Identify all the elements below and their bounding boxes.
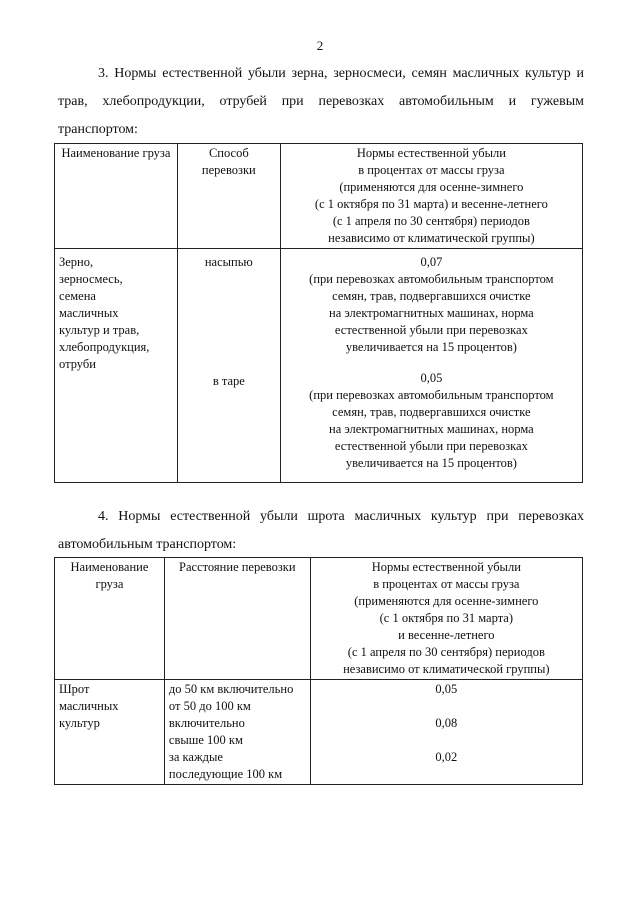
norm-value-50-to-100: 0,08 [435, 716, 458, 730]
table-row [55, 249, 583, 483]
norm-value-per-100: 0,02 [435, 750, 458, 764]
header-loss-norms: Нормы естественной убыли в процентах от массы груза (применяются для осенне-зимнего (с 1 октября по 31 марта) и весенне-летнего (с 1 апреля по 30 сентября) периодов независимо от климатической группы) [310, 558, 582, 680]
header-distance: Расстояние перевозки [164, 558, 310, 680]
table-row [55, 680, 583, 785]
norm-bulk: 0,07 (при перевозках автомобильным транспортом семян, трав, подвергавшихся очистке на электромагнитных машинах, норма естественной убыли при перевозках увеличивается на 15 процентов) [309, 255, 554, 354]
norm-values-cell [310, 680, 582, 785]
norm-packed: 0,05 (при перевозках автомобильным транспортом семян, трав, подвергавшихся очистке на электромагнитных машинах, норма естественной убыли при перевозках увеличивается на 15 процентов) [309, 371, 554, 470]
section-3-table [54, 143, 583, 483]
cargo-name-cell: Зерно, зерносмесь, семена масличных культур и трав, хлебопродукция, отруби [55, 249, 178, 483]
header-cargo-name: Наименование груза [55, 558, 165, 680]
section-4-table [54, 557, 583, 785]
distance-cell: до 50 км включительно от 50 до 100 км включительно свыше 100 км за каждые последующие 100 км [164, 680, 310, 785]
header-cargo-name: Наименование груза [55, 144, 178, 249]
section-4-heading: 4. Нормы естественной убыли шрота масличных культур при перевозках автомобильным транспортом: [58, 509, 584, 552]
norm-cell [280, 249, 582, 483]
header-transport-method: Способ перевозки [177, 144, 280, 249]
method-packed: в таре [212, 374, 245, 388]
page-number: 2 [316, 38, 324, 53]
table-header-row [55, 558, 583, 680]
cargo-name-cell: Шрот масличных культур [55, 680, 165, 785]
table-header-row [55, 144, 583, 249]
section-3-heading: 3. Нормы естественной убыли зерна, зерносмеси, семян масличных культур и трав, хлебопродукции, отрубей при перевозках автомобильным и гужевым транспортом: [58, 66, 584, 137]
norm-value-up-to-50: 0,05 [435, 682, 458, 696]
method-cell [177, 249, 280, 483]
method-bulk: насыпью [204, 255, 253, 269]
header-loss-norms: Нормы естественной убыли в процентах от массы груза (применяются для осенне-зимнего (с 1 октября по 31 марта) и весенне-летнего (с 1 апреля по 30 сентября) периодов независимо от климатической группы) [280, 144, 582, 249]
